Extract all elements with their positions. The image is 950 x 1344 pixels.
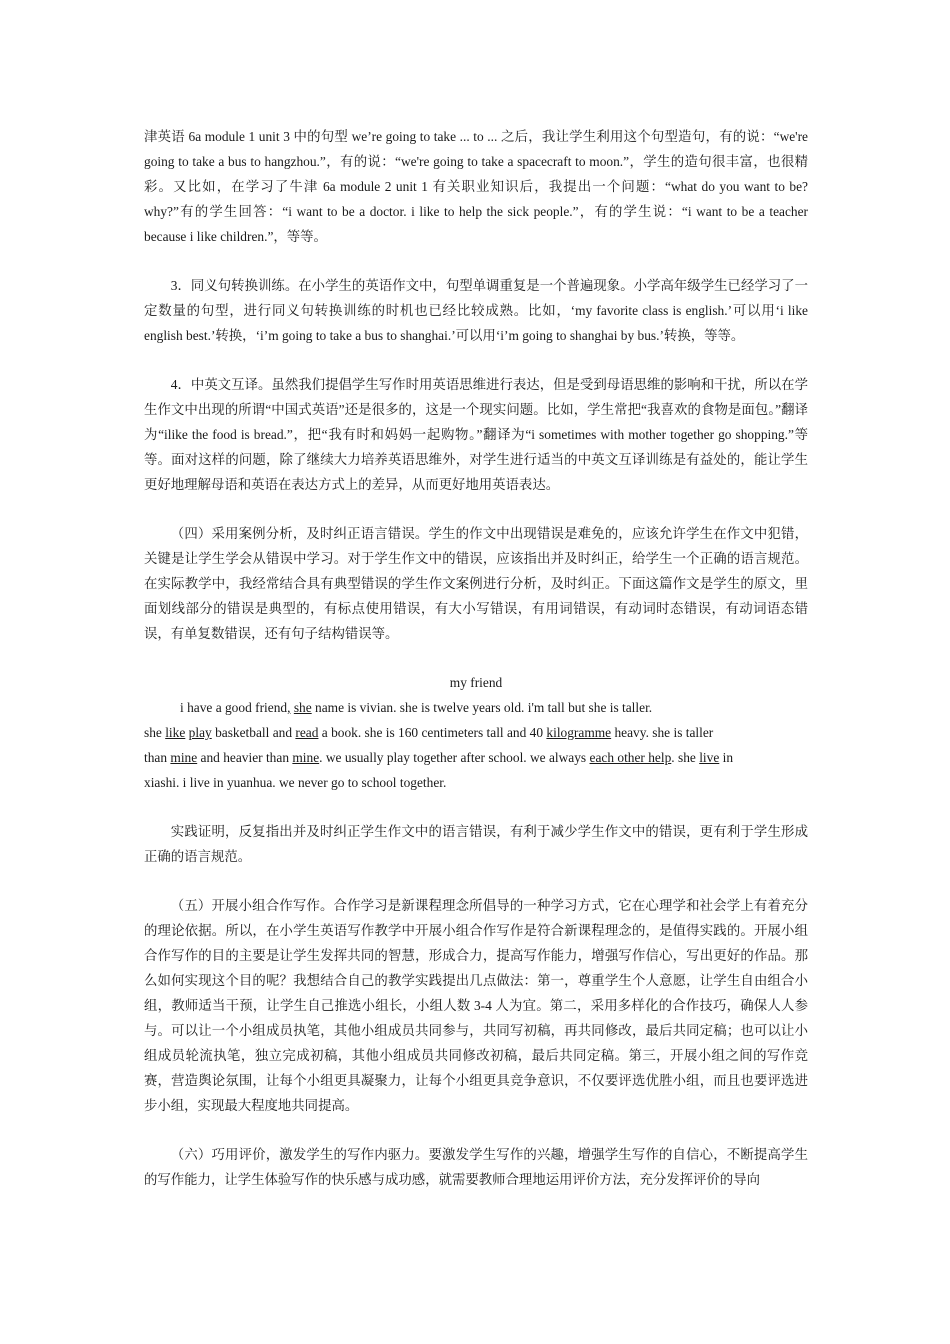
essay-line-1: i have a good friend, she name is vivian. she is twelve years old. i'm tall but she is taller.: [180, 700, 653, 715]
section-4-paragraph: （四）采用案例分析，及时纠正语言错误。学生的作文中出现错误是难免的，应该允许学生在作文中犯错，关键是让学生学会从错误中学习。对于学生作文中的错误，应该指出并及时纠正，给学生一个正确的语言规范。在实际教学中，我经常结合具有典型错误的学生作文案例进行分析，及时纠正。下面这篇作文是学生的原文，里面划线部分的错误是典型的，有标点使用错误，有大小写错误，有用词错误，有动词时态错误，有动词语态错误，有单复数错误，还有句子结构错误等。: [144, 526, 808, 641]
essay-line-3: than mine and heavier than mine. we usually play together after school. we always each other help. she live in: [144, 750, 734, 765]
student-essay: [144, 670, 808, 795]
item-4-paragraph: 4．中英文互译。虽然我们提倡学生写作时用英语思维进行表达，但是受到母语思维的影响和干扰，所以在学生作文中出现的所谓“中国式英语”还是很多的，这是一个现实问题。比如，学生常把“我喜欢的食物是面包。”翻译为“ilike the food is bread.”，把“我有时和妈妈一起购物。”翻译为“i sometimes with mother together go shopping.”等等。面对这样的问题，除了继续大力培养英语思维外，对学生进行适当的中英文互译训练是有益处的，能让学生更好地理解母语和英语在表达方式上的差异，从而更好地用英语表达。: [144, 377, 808, 492]
section-5-paragraph: （五）开展小组合作写作。合作学习是新课程理念所倡导的一种学习方式，它在心理学和社会学上有着充分的理论依据。所以，在小学生英语写作教学中开展小组合作写作是符合新课程理念的，是值得实践的。开展小组合作写作的目的主要是让学生发挥共同的智慧，形成合力，提高写作能力，增强写作信心，写出更好的作品。那么如何实现这个目的呢？我想结合自己的教学实践提出几点做法：第一，尊重学生个人意愿，让学生自由组合小组，教师适当干预，让学生自己推选小组长，小组人数 3-4 人为宜。第二，采用多样化的合作技巧，确保人人参与。可以让一个小组成员执笔，其他小组成员共同参与，共同写初稿，再共同修改，最后共同定稿；也可以让小组成员轮流执笔，独立完成初稿，其他小组成员共同修改初稿，最后共同定稿。第三，开展小组之间的写作竞赛，营造舆论氛围，让每个小组更具凝聚力，让每个小组更具竞争意识，不仅要评选优胜小组，而且也要评选进步小组，实现最大程度地共同提高。: [144, 898, 808, 1113]
essay-line-2: she like play basketball and read a book. she is 160 centimeters tall and 40 kilogramme heavy. she is taller: [144, 725, 714, 740]
intro-paragraph: 津英语 6a module 1 unit 3 中的句型 we’re going to take ... to ... 之后，我让学生利用这个句型造句，有的说：“we're going to take a bus to hangzhou.”，有的说：“we're going to take a spacecraft to moon.”，学生的造句很丰富，也很精彩。又比如，在学习了牛津 6a module 2 unit 1 有关职业知识后，我提出一个问题：“what do you want to be? why?”有的学生回答：“i want to be a doctor. i like to help the sick people.”，有的学生说：“i want to be a teacher because i like children.”，等等。: [144, 129, 808, 244]
document-page: [144, 124, 808, 1192]
practice-paragraph: 实践证明，反复指出并及时纠正学生作文中的语言错误，有利于减少学生作文中的错误，更有利于学生形成正确的语言规范。: [144, 824, 808, 864]
section-6-paragraph: （六）巧用评价，激发学生的写作内驱力。要激发学生写作的兴趣，增强学生写作的自信心，不断提高学生的写作能力，让学生体验写作的快乐感与成功感，就需要教师合理地运用评价方法，充分发挥评价的导向: [144, 1147, 808, 1187]
item-3-paragraph: 3．同义句转换训练。在小学生的英语作文中，句型单调重复是一个普遍现象。小学高年级学生已经学习了一定数量的句型，进行同义句转换训练的时机也已经比较成熟。比如，‘my favorite class is english.’可以用‘i like english best.’转换，‘i’m going to take a bus to shanghai.’可以用‘i’m going to shanghai by bus.’转换，等等。: [144, 278, 808, 343]
essay-line-4: xiashi. i live in yuanhua. we never go to school together.: [144, 775, 447, 790]
essay-title: my friend: [449, 675, 503, 690]
